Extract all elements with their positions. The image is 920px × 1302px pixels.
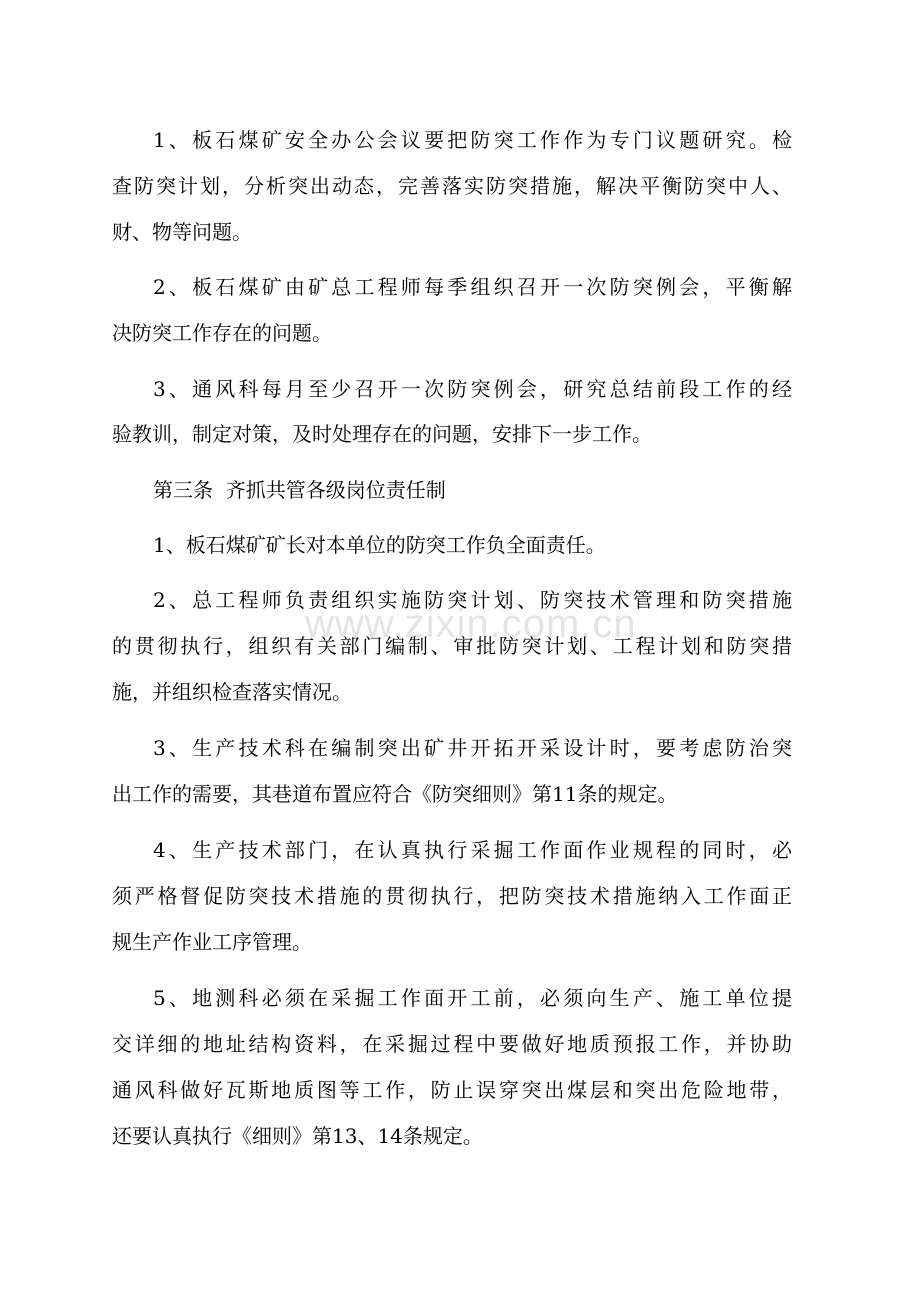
paragraph-line: 须严格督促防突技术措施的贯彻执行，把防突技术措施纳入工作面正 (112, 884, 792, 908)
section-heading: 第三条 齐抓共管各级岗位责任制 (153, 478, 446, 502)
paragraph-line: 决防突工作存在的问题。 (112, 321, 332, 345)
paragraph-line: 的贯彻执行，组织有关部门编制、审批防突计划、工程计划和防突措 (112, 634, 792, 658)
paragraph-line: 规生产作业工序管理。 (112, 930, 312, 954)
paragraph-line: 验教训，制定对策，及时处理存在的问题，安排下一步工作。 (112, 422, 652, 446)
paragraph-line: 出工作的需要，其巷道布置应符合《防突细则》第11条的规定。 (112, 782, 678, 806)
paragraph-line: 交详细的地址结构资料，在采掘过程中要做好地质预报工作，并协助 (112, 1032, 792, 1056)
paragraph-line: 4、生产技术部门，在认真执行采掘工作面作业规程的同时，必 (153, 838, 792, 862)
paragraph-line: 2、板石煤矿由矿总工程师每季组织召开一次防突例会，平衡解 (153, 275, 792, 299)
paragraph-line: 3、通风科每月至少召开一次防突例会，研究总结前段工作的经 (153, 377, 792, 401)
paragraph-line: 通风科做好瓦斯地质图等工作，防止误穿突出煤层和突出危险地带， (112, 1078, 792, 1102)
paragraph-line: 3、生产技术科在编制突出矿井开拓开采设计时，要考虑防治突 (153, 736, 792, 760)
paragraph-line: 2、总工程师负责组织实施防突计划、防突技术管理和防突措施 (153, 588, 792, 612)
paragraph-line: 查防突计划，分析突出动态，完善落实防突措施，解决平衡防突中人、 (112, 174, 792, 198)
paragraph-line: 5、地测科必须在采掘工作面开工前，必须向生产、施工单位提 (153, 986, 792, 1010)
paragraph-line: 施，并组织检查落实情况。 (112, 680, 352, 704)
paragraph-line: 还要认真执行《细则》第13、14条规定。 (112, 1124, 483, 1148)
paragraph-line: 1、板石煤矿安全办公会议要把防突工作作为专门议题研究。检 (153, 128, 792, 152)
watermark: www.zixin.com.cn (305, 602, 637, 646)
paragraph-line: 财、物等问题。 (112, 220, 252, 244)
paragraph-line: 1、板石煤矿矿长对本单位的防突工作负全面责任。 (153, 533, 606, 557)
